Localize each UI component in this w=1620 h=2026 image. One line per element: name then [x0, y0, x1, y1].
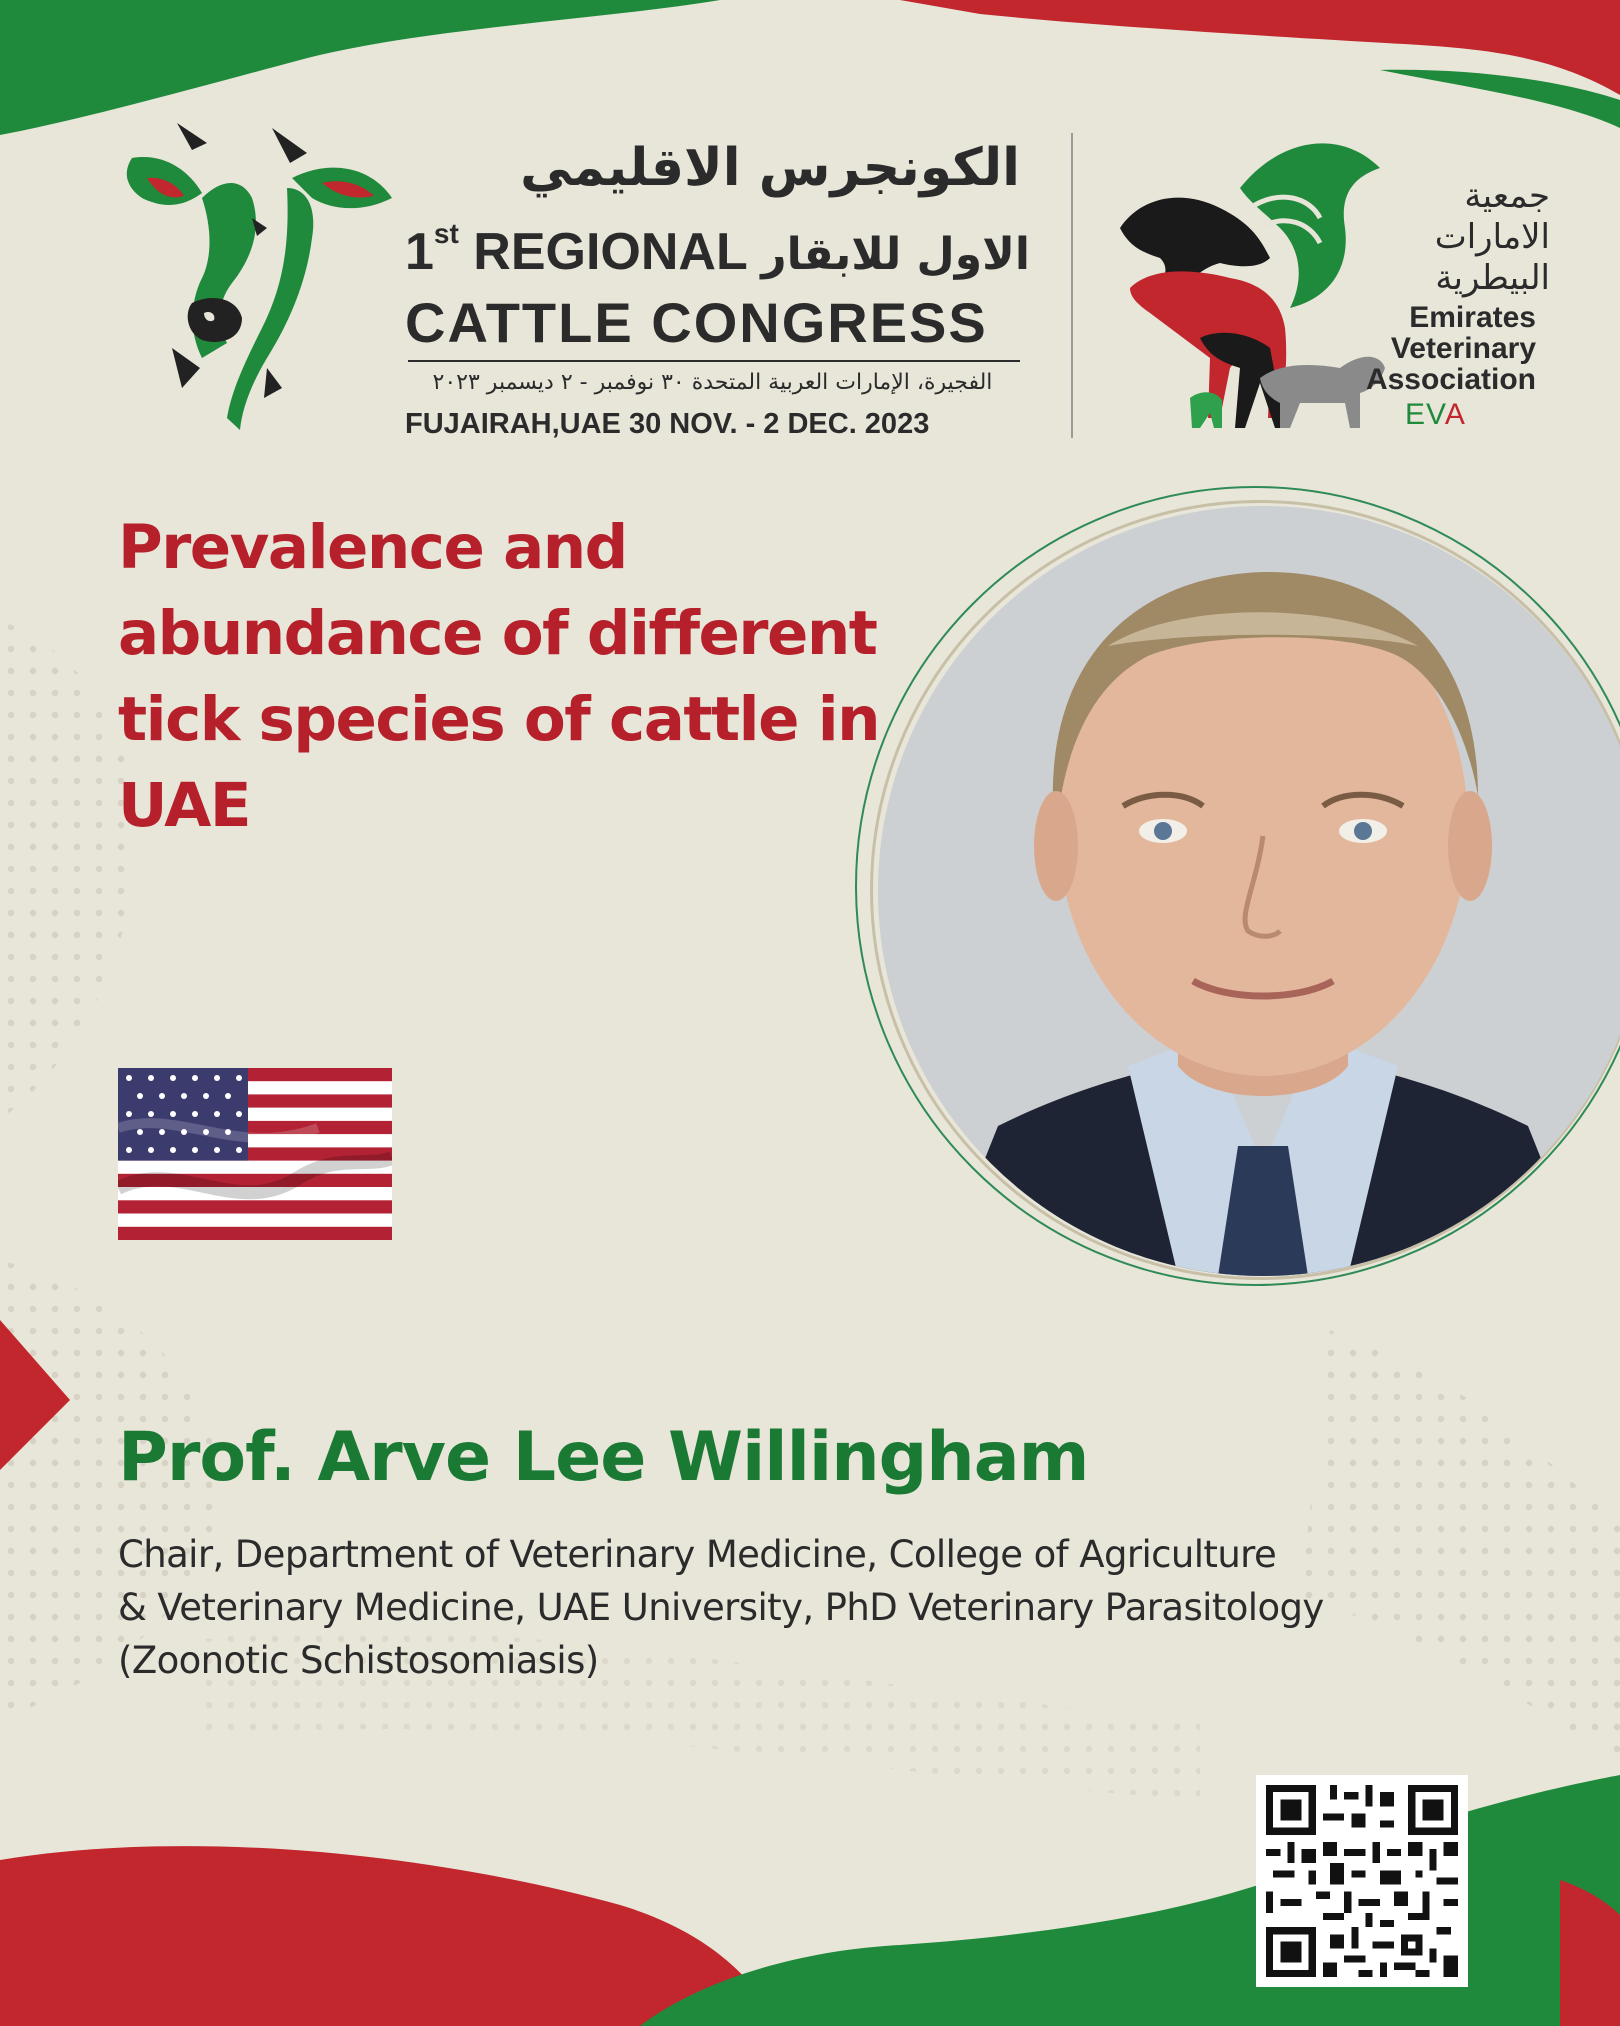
congress-title-arabic: الكونجرس الاقليمي [520, 138, 1020, 198]
qr-code[interactable] [1256, 1775, 1468, 1987]
association-abbreviation: EVA [1405, 398, 1466, 431]
talk-title: Prevalence and abundance of different tick species of cattle in UAE [118, 512, 880, 841]
speaker-portrait [878, 506, 1620, 1276]
congress-title-line1: 1st REGIONAL الاول للابقار [405, 218, 1030, 281]
title-rule [408, 360, 1020, 362]
congress-title-line1-arabic: الاول للابقار [761, 229, 1030, 280]
speaker-name: Prof. Arve Lee Willingham [118, 1418, 1089, 1497]
cattle-congress-logo [92, 118, 412, 438]
usa-flag-icon [118, 1068, 392, 1240]
association-name: Emirates Veterinary Association [1365, 301, 1536, 396]
speaker-bio: Chair, Department of Veterinary Medicine, College of Agriculture & Veterinary Medicine, UAE University, PhD Veterinary Parasitology (Zoonotic Schistosomiasis) [118, 1533, 1324, 1682]
congress-date: FUJAIRAH,UAE 30 NOV. - 2 DEC. 2023 [405, 408, 930, 440]
association-name-arabic: جمعية الامارات البيطرية [1434, 176, 1550, 298]
congress-date-arabic: الفجيرة، الإمارات العربية المتحدة ٣٠ نوفمبر - ٢ ديسمبر ٢٠٢٣ [432, 370, 993, 395]
header-divider [1071, 133, 1073, 438]
congress-title-line2: CATTLE CONGRESS [405, 291, 988, 354]
